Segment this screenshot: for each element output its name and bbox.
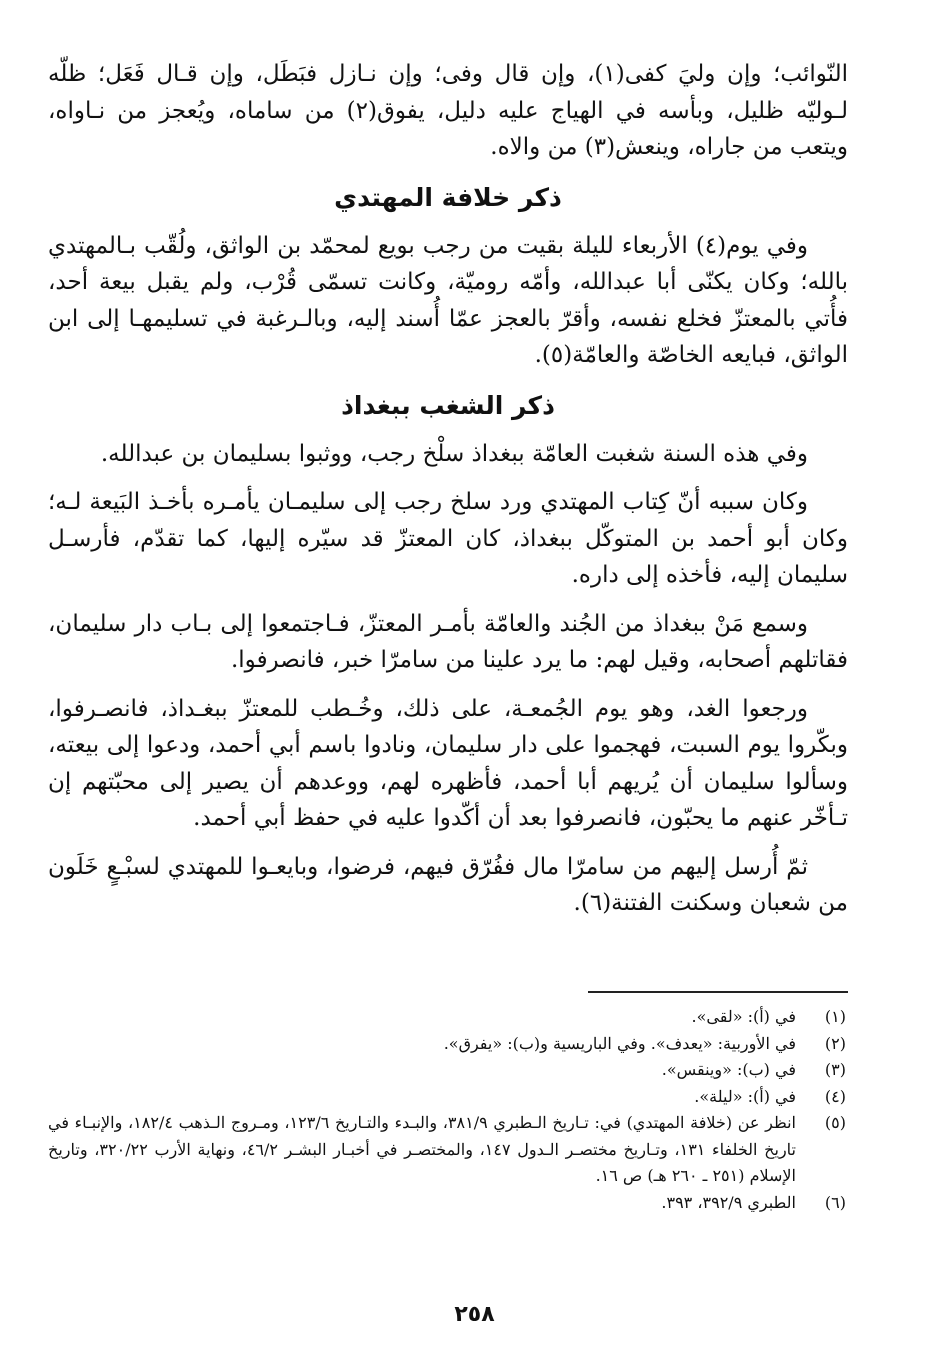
footnote-item [48,1004,848,1031]
footnote-number: (٤) [824,1086,846,1106]
footnote-item [48,1031,848,1058]
footnote-text: الطبري ٣٩٢/٩، ٣٩٣. [661,1192,796,1212]
footnotes [48,1004,848,1216]
footnote-text: في الأوربية: «يعدف». وفي الباريسية و(ب): «يفرق». [443,1033,796,1053]
footnote-text: في (أ): «ليلة». [694,1086,796,1106]
footnote-item [48,1084,848,1111]
footnote-text: في (ب): «وينقس». [661,1060,796,1079]
paragraph-6: ورجعوا الغد، وهو يوم الجُمعـة، على ذلك، وخُـطب للمعتزّ ببغـداذ، فانصـرفوا، وبكّروا يوم السبت، فهجموا على دار سليمان، ونادوا باسم أبي أحمد، ودعوا إلى بيعته، وسألوا سليمان أن يُريهم أبا أحمد، فأظهره لهم، ووعدهم أن يصير إلى محبّتهم إن تـأخّر عنهم ما يحبّون، فانصرفوا بعد أن أكّدوا عليه في حفظ أبي أحمد. [48,695,848,831]
footnote-item [48,1110,848,1190]
footnote-item [48,1057,848,1084]
footnote-number: (٣) [824,1060,846,1079]
footnote-separator [588,991,848,993]
paragraph-4: وكان سببه أنّ كِتاب المهتدي ورد سلخ رجب إلى سليمـان يأمـره بأخـذ البَيعة لـه؛ وكان أبو أحمد بن المتوكّل ببغداذ، كان المعتزّ قد سيّره إليها، كما تقدّم، فأرسـل سليمان إليه، فأخذه إلى داره. [48,489,848,588]
paragraph-2: وفي يوم(٤) الأربعاء لليلة بقيت من رجب بويع لمحمّد بن الواثق، ولُقّب بـالمهتدي بالله؛ وكان يكنّى أبا عبدالله، وأمّه روميّة، وكانت تسمّى قُرْب، ولم يقبل بيعة أحد، فأُتي بالمعتزّ فخلع نفسه، وأقرّ بالعجز عمّا أُسند إليه، وبالـرغبة في تسليمهـا إلى ابن الواثق، فبايعه الخاصّة والعامّة(٥). [48,232,848,368]
paragraph-7: ثمّ أُرسل إليهم من سامرّا مال ففُرّق فيهم، فرضوا، وبايعـوا للمهتدي لسبْـعٍ خَلَون من شعبان وسكنت الفتنة(٦). [48,853,848,916]
page-number: ٢٥٨ [454,1302,495,1327]
section-heading-mahtadi-caliphate: ذكر خلافة المهتدي [334,182,562,212]
footnote-number: (١) [824,1007,846,1026]
footnote-text: في (أ): «لقى». [691,1007,796,1026]
footnote-number: (٦) [824,1192,846,1212]
page-body [48,56,848,922]
paragraph-5: وسمع مَنْ ببغداذ من الجُند والعامّة بأمـر المعتزّ، فـاجتمعوا إلى بـاب دار سليمان، فقاتلهم أصحابه، وقيل لهم: ما يرد علينا من سامرّا خبر، فانصرفوا. [48,610,848,673]
paragraph-1: النّوائب؛ وإن وليَ كفى(١)، وإن قال وفى؛ وإن نـازل فبَطَل، وإن قـال فَعَل؛ ظلّه لـوليّه ظليل، وبأسه في الهياج عليه دليل، يفوق(٢) من ساماه، ويُعجز من نـاواه، ويتعب من جاراه، وينعش(٣) من والاه. [48,61,848,160]
paragraph-3: وفي هذه السنة شغبت العامّة ببغداذ سلْخ رجب، ووثبوا بسليمان بن عبدالله. [100,440,808,467]
footnote-item [48,1190,848,1217]
footnote-text: انظر عن (خلافة المهتدي) في: تـاريخ الـطبري ٣٨١/٩، والبـدء والتـاريخ ١٢٣/٦، ومـروج الـذهب ١٨٢/٤، والإنبـاء في تاريخ الخلفاء ١٣١، وتـاريخ مختصـر الـدول ١٤٧، والمختصـر في أخبـار البشـر ٤٦/٢، ونهاية الأرب ٣٢٠/٢٢، وتاريخ الإسلام (٢٥١ ـ ٢٦٠ هـ) ص ١٦. [48,1113,797,1185]
footnote-number: (٥) [824,1113,846,1132]
footnote-number: (٢) [824,1033,846,1053]
section-heading-baghdad-riot: ذكر الشغب ببغداذ [341,390,555,420]
